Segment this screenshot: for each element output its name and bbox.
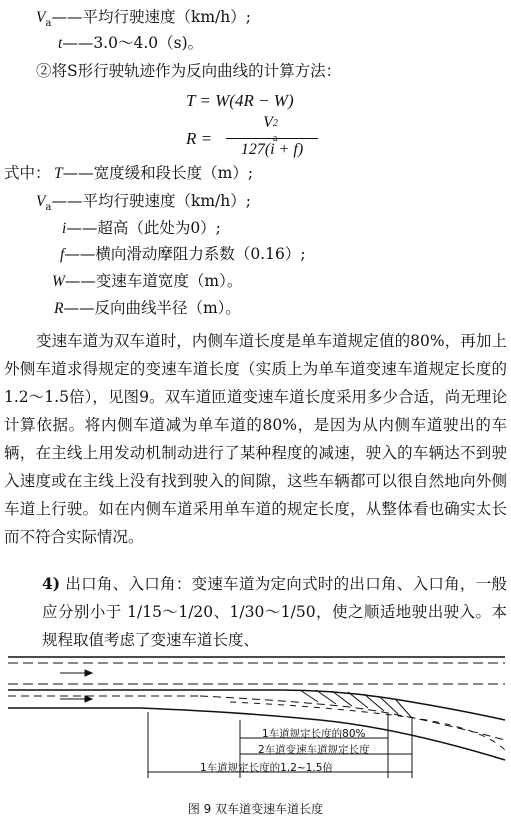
def-text: 超高（此处为0）; — [97, 219, 221, 237]
def-symbol: V — [36, 9, 46, 26]
def-text: 变速车道宽度（m）。 — [95, 272, 243, 290]
def-dash: —— — [51, 8, 83, 26]
def-text: 3.0～4.0（s)。 — [93, 34, 204, 52]
formula-r-denominator: 127(i + f) — [240, 141, 304, 158]
def-text: 横向滑动摩阻力系数（0.16）; — [95, 245, 306, 263]
def-subscript: a — [45, 18, 52, 30]
dim-label-80: 1车道规定长度的80% — [262, 728, 366, 740]
dim-label-1lane-range: 1车道规定长度的1.2~1.5倍 — [200, 762, 333, 774]
item-number: 4) — [42, 574, 61, 593]
item-text: 变速车道为定向式时的出口角、入口角，一般应分别小于 1/15～1/20、1/30～1/50，使之顺适地驶出驶入。本规程取值考虑了变速车道长度、 — [42, 575, 507, 649]
method2-title: ②将S形行驶轨迹作为反向曲线的计算方法： — [36, 62, 342, 80]
formula-t: T = W(4R − W) — [186, 91, 294, 110]
def-text: 宽度缓和段长度（m）; — [93, 164, 254, 182]
body-paragraph: 变速车道为双车道时，内侧车道长度是单车道规定值的80%，再加上外侧车道求得规定的变速车道长度（实质上为单车道变速车道规定长度的1.2～1.5倍），见图9。双车道匝道变速车道长度采用多少合适，尚无理论计算依据。将内侧车道减为单车道的80%，是因为从内侧车道驶出的车辆，在主线上用发动机制动进行了某种程度的减速，驶入的车辆达不到驶入速度或在主线上没有找到驶入的间隙，这些车辆都可以很自然地向外侧车道上行驶。如在内侧车道采用单车道的规定长度，从整体看也确实太长而不符合实际情况。 — [4, 332, 507, 546]
def-text: 反向曲线半径（m）。 — [94, 299, 241, 317]
ramp-edge-inner — [280, 690, 505, 720]
def-dash: —— — [62, 164, 94, 182]
def-dash: —— — [51, 192, 83, 210]
arrow-icon — [60, 670, 92, 702]
def-symbol: W — [52, 273, 65, 290]
def-dash: —— — [64, 272, 96, 290]
def-dash: —— — [63, 299, 95, 317]
def-symbol: f — [60, 246, 65, 263]
where-label: 式中： — [4, 164, 51, 182]
formula-r-left: R = — [186, 129, 213, 148]
figure-caption: 图 9 双车道变速车道长度 — [187, 802, 324, 816]
def-dash: —— — [64, 245, 96, 263]
def-dash: —— — [62, 34, 94, 52]
def-symbol: i — [62, 220, 67, 237]
def-subscript: a — [45, 202, 52, 214]
def-symbol: R — [54, 300, 64, 317]
numerator-sup: 2 — [272, 118, 278, 129]
def-dash: —— — [66, 219, 98, 237]
item-title: 出口角、入口角： — [65, 575, 192, 593]
def-symbol: T — [54, 165, 63, 182]
numerator-symbol: V — [263, 114, 273, 131]
def-text: 平均行驶速度（km/h）; — [82, 192, 251, 210]
def-symbol: V — [36, 193, 46, 210]
def-symbol: t — [58, 35, 63, 52]
def-text: 平均行驶速度（km/h）; — [82, 8, 251, 26]
dim-label-2lane: 2车道变速车道规定长度 — [258, 744, 370, 756]
